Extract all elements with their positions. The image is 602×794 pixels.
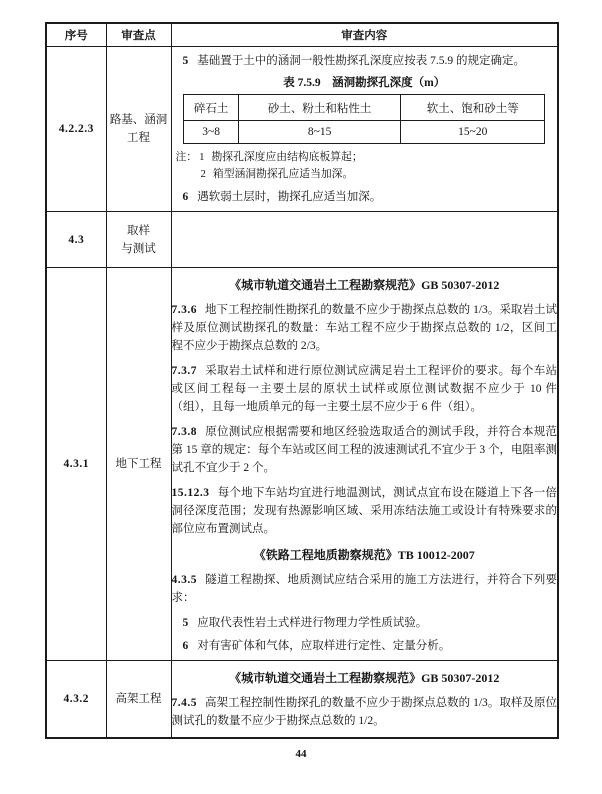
note-text: 箱型涵洞勘探孔应适当加深。: [212, 168, 354, 180]
note-line-2: [176, 166, 558, 183]
review-point-line: 路基、涵洞: [109, 114, 168, 126]
review-point-line: 高架工程: [115, 693, 162, 705]
item-text: 基础置于土中的涵洞一般性勘探孔深度应按表 7.5.9 的规定确定。: [197, 55, 525, 67]
clause-text: 隧道工程勘探、地质测试应结合采用的施工方法进行，并符合下列要求：: [171, 574, 557, 604]
clause-text: 采取岩土试样和进行原位测试应满足岩土工程评价的要求。每个车站或区间工程每一主要土层的原状土试样或原位测试数据不应少于 10 件（组），且每一地质单元的每一主要土层不应少于 6 件（组）。: [171, 365, 557, 413]
clause-number: 15.12.3: [171, 487, 210, 499]
clause-number: 4.3.5: [171, 574, 197, 586]
clause-7-3-8: [172, 423, 558, 477]
subtable-header-cell: 软土、饱和砂土等: [401, 95, 545, 121]
note-number: 1: [199, 151, 205, 163]
clause-4-3-5: [172, 571, 558, 607]
clause-7-3-7: [172, 362, 558, 416]
note-label: 注：: [175, 151, 198, 163]
list-item-5: [183, 614, 558, 632]
table-row-4-2-2-3: [46, 47, 558, 212]
item-text: 应取代表性岩土式样进行物理力学性质试验。: [197, 617, 428, 629]
clause-text: 高架工程控制性勘探孔的数量不应少于勘探点总数的 1/3。取样及原位测试孔的数量不应少于勘探点总数的 1/2。: [171, 697, 557, 727]
row-review-point: [106, 661, 171, 739]
subtable-value-row: [184, 121, 545, 144]
standard-heading-gb50307: 《城市轨道交通岩土工程勘察规范》GB 50307-2012: [229, 671, 500, 685]
clause-7-4-5: [172, 694, 558, 730]
review-point-line: 工程: [127, 132, 150, 144]
subtable-header-row: [184, 95, 545, 121]
standard-heading-tb10012: 《铁路工程地质勘察规范》TB 10012-2007: [253, 548, 475, 562]
review-point-line: 地下工程: [115, 458, 162, 470]
clause-number: 7.4.5: [171, 697, 197, 709]
item-text: 遇软弱土层时，勘探孔应适当加深。: [197, 191, 382, 203]
row-review-content: [171, 268, 558, 661]
row-review-content: [171, 47, 558, 212]
item-number: 5: [182, 55, 189, 67]
note-block: [176, 149, 558, 183]
clause-number: 7.3.7: [171, 365, 197, 377]
item-number: 6: [182, 640, 189, 652]
row-id: 4.2.2.3: [46, 47, 106, 212]
column-header-content: 审查内容: [171, 23, 558, 47]
clause-text: 地下工程控制性勘探孔的数量不应少于勘探点总数的 1/3。采取岩土试样及原位测试勘探孔的数量：车站工程不应少于勘探点总数的 1/2，区间工程不应少于勘探点总数的 2/3。: [171, 304, 557, 352]
subtable-title: 表 7.5.9 涵洞勘探孔深度（m）: [283, 77, 446, 89]
note-line-1: [176, 149, 558, 166]
row-id: 4.3: [46, 212, 106, 268]
review-point-line: 与测试: [121, 242, 156, 255]
column-header-point: 审查点: [106, 23, 171, 47]
note-text: 勘探孔深度应由结构底板算起；: [211, 151, 363, 163]
subtable-culvert-depth: [183, 94, 545, 144]
page-number: 44: [295, 748, 307, 760]
clause-7-3-6: [172, 301, 558, 355]
clause-text: 原位测试应根据需要和地区经验选取适合的测试手段，并符合本规范第 15 章的规定：每个车站或区间工程的波速测试孔不宜少于 3 个，电阻率测试孔不宜少于 2 个。: [171, 426, 557, 474]
row-review-point: [106, 47, 171, 212]
note-number: 2: [200, 168, 206, 180]
row-review-content: [171, 661, 558, 739]
review-table: [45, 22, 559, 739]
table-row-4-3-1: [46, 268, 558, 661]
table-header-row: [46, 23, 558, 47]
subtable-header-cell: 碎石土: [184, 95, 239, 121]
item-number: 6: [182, 191, 189, 203]
row-id: 4.3.2: [46, 661, 106, 739]
column-header-seq: 序号: [46, 23, 106, 47]
table-row-4-3-2: [46, 661, 558, 739]
list-item-6: [183, 637, 558, 655]
list-item-6: [183, 188, 558, 206]
clause-15-12-3: [172, 484, 558, 538]
row-id: 4.3.1: [46, 268, 106, 661]
review-point-line: 取样: [127, 224, 150, 237]
row-review-point: [106, 212, 171, 268]
clause-text: 每个地下车站均宜进行地温测试，测试点宜布设在隧道上下各一倍洞径深度范围；发现有热源影响区域、采用冻结法施工或设计有特殊要求的部位应布置测试点。: [171, 487, 557, 535]
clause-number: 7.3.6: [171, 304, 197, 316]
subtable-value-cell: 8~15: [239, 121, 401, 144]
item-number: 5: [182, 617, 189, 629]
row-review-point: [106, 268, 171, 661]
table-row-4-3: [46, 212, 558, 268]
subtable-value-cell: 3~8: [184, 121, 239, 144]
list-item-5: [183, 52, 558, 70]
subtable-value-cell: 15~20: [401, 121, 545, 144]
clause-number: 7.3.8: [171, 426, 197, 438]
standard-heading-gb50307: 《城市轨道交通岩土工程勘察规范》GB 50307-2012: [229, 278, 500, 292]
subtable-header-cell: 砂土、粉土和粘性土: [239, 95, 401, 121]
item-text: 对有害矿体和气体，应取样进行定性、定量分析。: [197, 640, 451, 652]
row-review-content-empty: [171, 212, 558, 268]
